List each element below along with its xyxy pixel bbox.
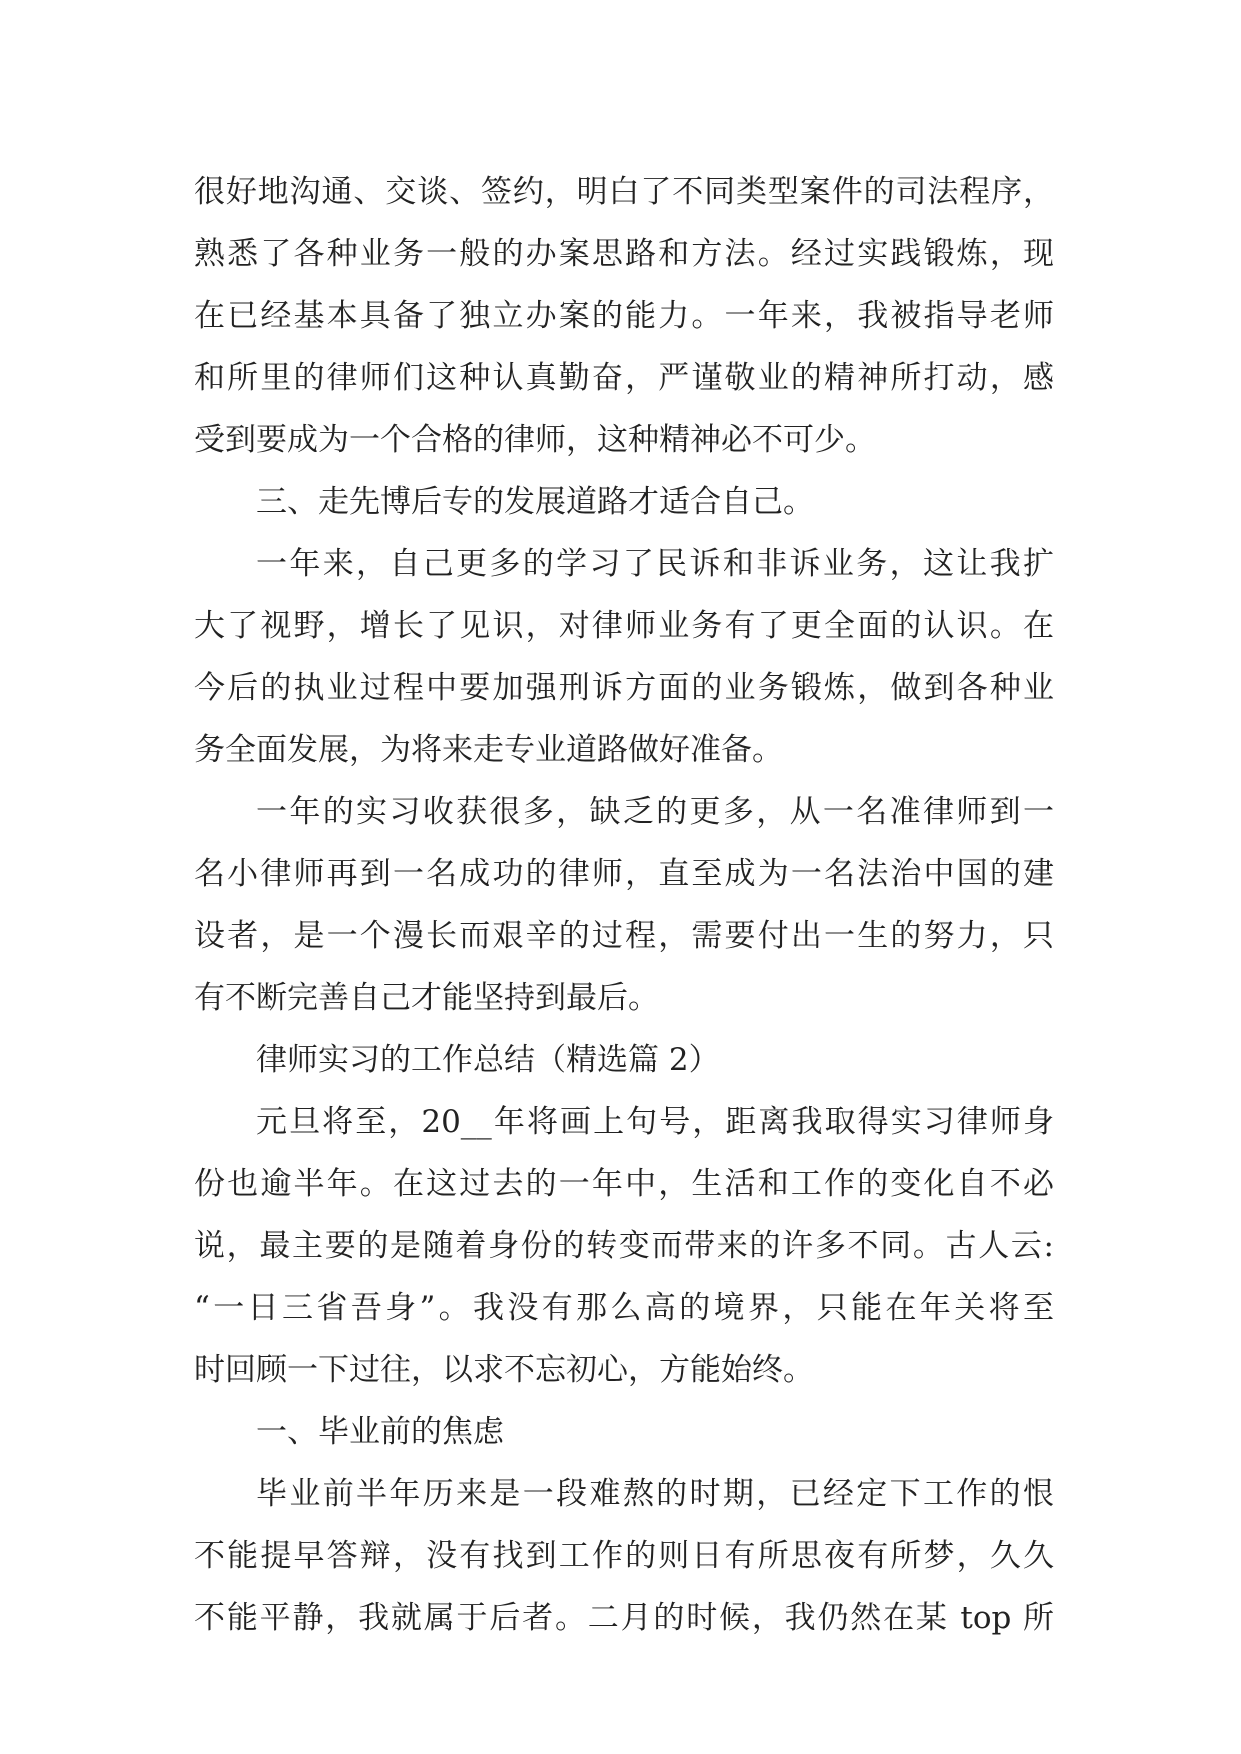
text-line: 元旦将至，20__年将画上句号，距离我取得实习律师身 [256,1104,1054,1140]
text-line: 很好地沟通、交谈、签约，明白了不同类型案件的司法程序， [194,174,1054,210]
text-line: 设者，是一个漫长而艰辛的过程，需要付出一生的努力，只 [194,918,1054,954]
section-heading: 三、走先博后专的发展道路才适合自己。 [256,484,814,520]
text-line: 毕业前半年历来是一段难熬的时期，已经定下工作的恨 [256,1476,1054,1512]
text-line: 一年的实习收获很多，缺乏的更多，从一名准律师到一 [256,794,1054,830]
text-line: 说，最主要的是随着身份的转变而带来的许多不同。古人云: [194,1228,1054,1264]
text-line: 务全面发展，为将来走专业道路做好准备。 [194,732,783,768]
text-line: 和所里的律师们这种认真勤奋，严谨敬业的精神所打动，感 [194,360,1054,396]
text-line: 熟悉了各种业务一般的办案思路和方法。经过实践锻炼，现 [194,236,1054,272]
text-line: 受到要成为一个合格的律师，这种精神必不可少。 [194,422,876,458]
text-line: 时回顾一下过往，以求不忘初心，方能始终。 [194,1352,814,1388]
text-line: “一日三省吾身”。我没有那么高的境界，只能在年关将至 [194,1290,1054,1326]
text-line: 今后的执业过程中要加强刑诉方面的业务锻炼，做到各种业 [194,670,1054,706]
text-line: 不能提早答辩，没有找到工作的则日有所思夜有所梦，久久 [194,1538,1054,1574]
text-line: 名小律师再到一名成功的律师，直至成为一名法治中国的建 [194,856,1054,892]
document-body [194,161,1054,1649]
section-heading: 一、毕业前的焦虑 [256,1414,504,1450]
text-line: 有不断完善自己才能坚持到最后。 [194,980,659,1016]
text-line: 份也逾半年。在这过去的一年中，生活和工作的变化自不必 [194,1166,1054,1202]
text-line: 大了视野，增长了见识，对律师业务有了更全面的认识。在 [194,608,1054,644]
text-line: 在已经基本具备了独立办案的能力。一年来，我被指导老师 [194,298,1054,334]
text-line: 一年来，自己更多的学习了民诉和非诉业务，这让我扩 [256,546,1054,582]
article-title: 律师实习的工作总结（精选篇 2） [256,1042,720,1078]
text-line: 不能平静，我就属于后者。二月的时候，我仍然在某 top 所 [194,1600,1054,1636]
